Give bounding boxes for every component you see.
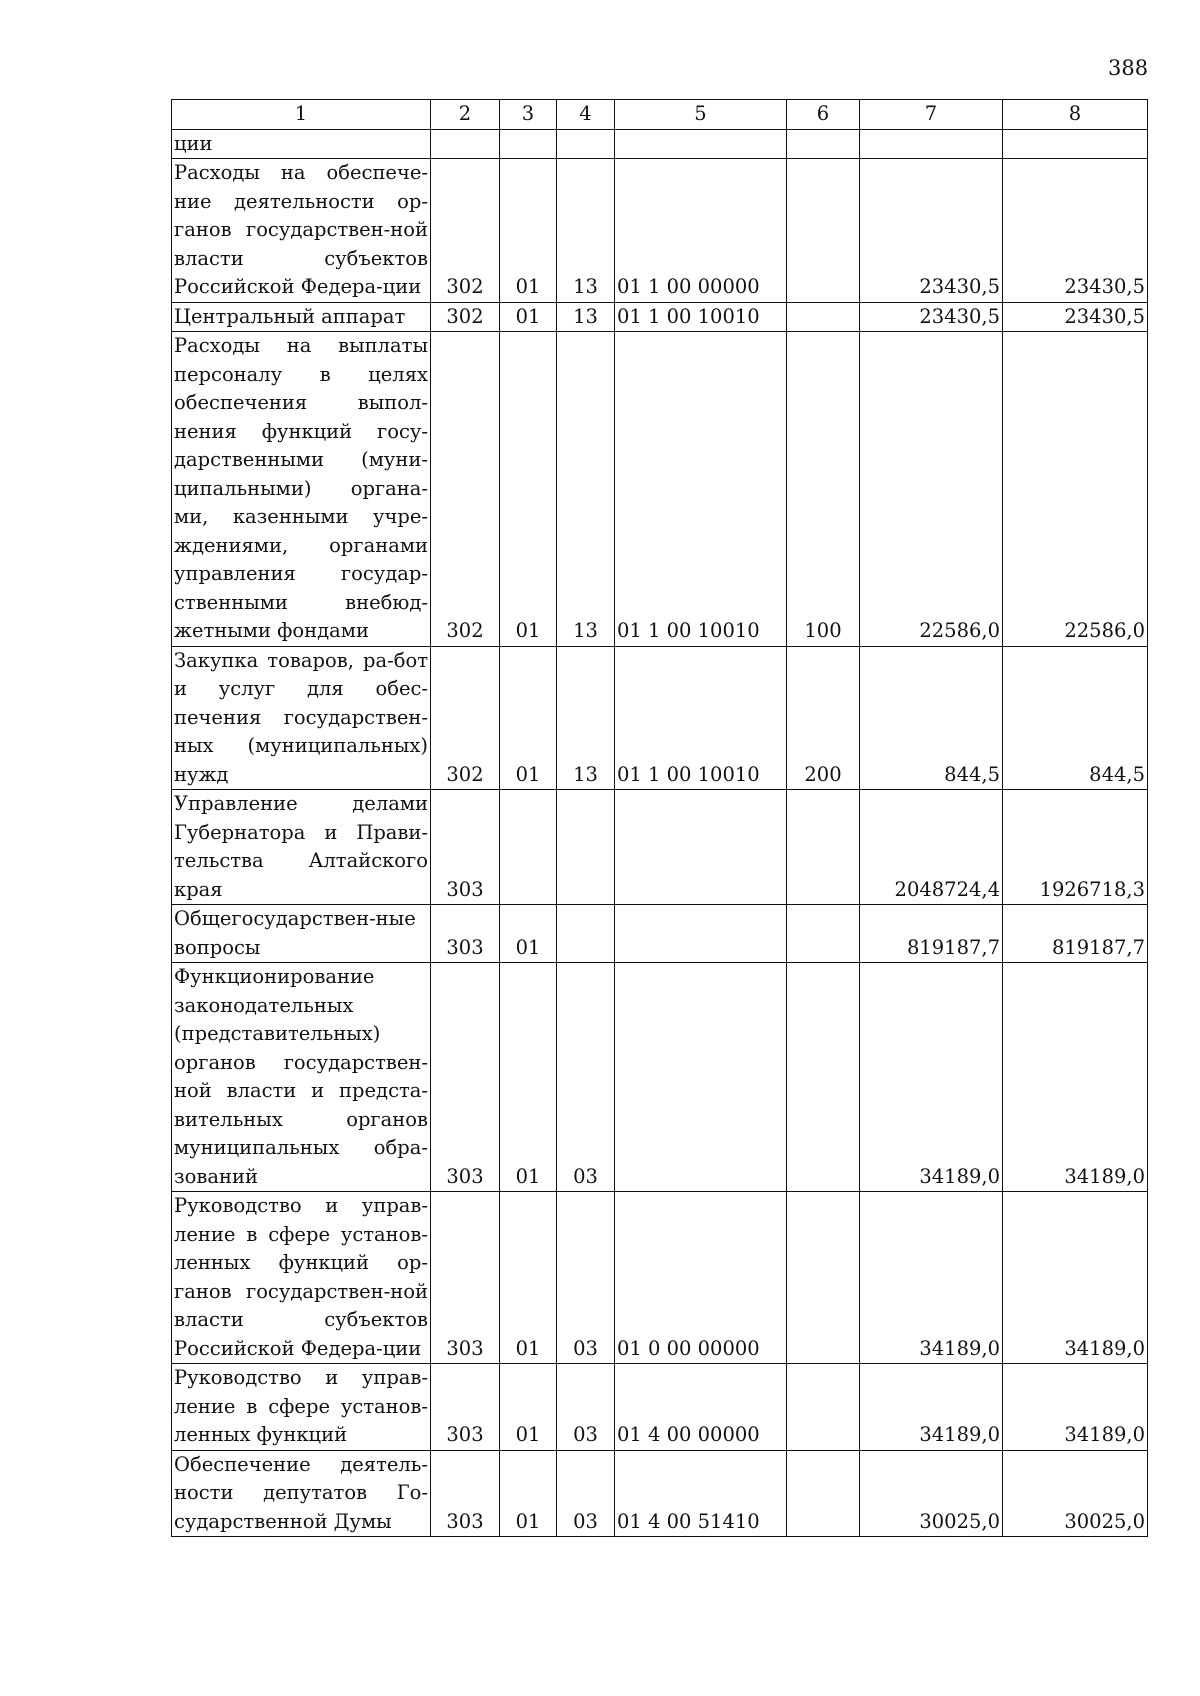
- code-cell-4: [557, 905, 615, 963]
- amount-cell-8: 30025,0: [1003, 1450, 1148, 1537]
- code-cell-6: [787, 302, 860, 332]
- code-cell-3: 01: [500, 963, 557, 1192]
- code-cell-6: [787, 159, 860, 303]
- row-name-cell: Обеспечение деятель-ности депутатов Го-сударственной Думы: [172, 1450, 431, 1537]
- code-cell-6: 200: [787, 646, 860, 790]
- amount-cell-7: 34189,0: [860, 1192, 1003, 1364]
- code-cell-4: 03: [557, 1192, 615, 1364]
- code-cell-2: 303: [431, 1192, 500, 1364]
- code-cell-2: 303: [431, 790, 500, 905]
- table-row: [172, 790, 1148, 905]
- code-cell-3: 01: [500, 1450, 557, 1537]
- code-cell-4: 13: [557, 159, 615, 303]
- row-name-cell: Расходы на обеспече-ние деятельности ор-ганов государствен-ной власти субъектов Российской Федера-ции: [172, 159, 431, 303]
- table-row: [172, 1192, 1148, 1364]
- amount-cell-7: 22586,0: [860, 332, 1003, 647]
- budget-table: [171, 99, 1148, 1537]
- column-header: 5: [615, 100, 787, 130]
- code-cell-5: [615, 129, 787, 159]
- code-cell-2: 303: [431, 963, 500, 1192]
- amount-cell-8: 34189,0: [1003, 1192, 1148, 1364]
- table-row: [172, 646, 1148, 790]
- code-cell-2: 302: [431, 332, 500, 647]
- code-cell-5: [615, 790, 787, 905]
- code-cell-3: 01: [500, 159, 557, 303]
- code-cell-4: 03: [557, 1450, 615, 1537]
- row-name-cell: Руководство и управ-ление в сфере установ-ленных функций ор-ганов государствен-ной власти субъектов Российской Федера-ции: [172, 1192, 431, 1364]
- code-cell-3: 01: [500, 905, 557, 963]
- column-header: 3: [500, 100, 557, 130]
- code-cell-3: 01: [500, 1364, 557, 1451]
- code-cell-2: [431, 129, 500, 159]
- table-row: [172, 1450, 1148, 1537]
- amount-cell-7: 23430,5: [860, 159, 1003, 303]
- amount-cell-8: 34189,0: [1003, 1364, 1148, 1451]
- row-name-cell: Управление делами Губернатора и Прави-тельства Алтайского края: [172, 790, 431, 905]
- code-cell-2: 302: [431, 646, 500, 790]
- amount-cell-7: 819187,7: [860, 905, 1003, 963]
- code-cell-6: [787, 790, 860, 905]
- code-cell-6: [787, 1450, 860, 1537]
- code-cell-5: 01 1 00 10010: [615, 646, 787, 790]
- code-cell-2: 303: [431, 905, 500, 963]
- code-cell-6: [787, 905, 860, 963]
- amount-cell-7: 34189,0: [860, 963, 1003, 1192]
- code-cell-2: 302: [431, 159, 500, 303]
- amount-cell-8: 23430,5: [1003, 159, 1148, 303]
- row-name-cell: Центральный аппарат: [172, 302, 431, 332]
- code-cell-3: [500, 790, 557, 905]
- table-row: [172, 159, 1148, 303]
- amount-cell-8: 34189,0: [1003, 963, 1148, 1192]
- amount-cell-8: 844,5: [1003, 646, 1148, 790]
- code-cell-4: [557, 129, 615, 159]
- amount-cell-7: 2048724,4: [860, 790, 1003, 905]
- code-cell-6: [787, 129, 860, 159]
- code-cell-3: 01: [500, 646, 557, 790]
- table-row: [172, 129, 1148, 159]
- code-cell-5: 01 1 00 00000: [615, 159, 787, 303]
- amount-cell-8: 23430,5: [1003, 302, 1148, 332]
- code-cell-5: 01 1 00 10010: [615, 332, 787, 647]
- amount-cell-7: 34189,0: [860, 1364, 1003, 1451]
- column-header: 1: [172, 100, 431, 130]
- amount-cell-7: [860, 129, 1003, 159]
- column-header: 4: [557, 100, 615, 130]
- row-name-cell: Закупка товаров, ра-бот и услуг для обес-печения государствен-ных (муниципальных) нужд: [172, 646, 431, 790]
- column-header: 8: [1003, 100, 1148, 130]
- code-cell-6: 100: [787, 332, 860, 647]
- amount-cell-8: 22586,0: [1003, 332, 1148, 647]
- table-row: [172, 963, 1148, 1192]
- code-cell-2: 303: [431, 1450, 500, 1537]
- code-cell-2: 302: [431, 302, 500, 332]
- code-cell-4: 13: [557, 332, 615, 647]
- code-cell-5: 01 4 00 51410: [615, 1450, 787, 1537]
- column-header: 6: [787, 100, 860, 130]
- amount-cell-8: 819187,7: [1003, 905, 1148, 963]
- header-row: [172, 100, 1148, 130]
- row-name-cell: Функционирование законодательных (представительных) органов государствен-ной власти и предста-вительных органов муниципальных обра-зований: [172, 963, 431, 1192]
- code-cell-3: 01: [500, 302, 557, 332]
- code-cell-4: 13: [557, 646, 615, 790]
- row-name-cell: Руководство и управ-ление в сфере установ-ленных функций: [172, 1364, 431, 1451]
- code-cell-6: [787, 963, 860, 1192]
- code-cell-6: [787, 1364, 860, 1451]
- amount-cell-8: 1926718,3: [1003, 790, 1148, 905]
- table-row: [172, 332, 1148, 647]
- row-name-cell: Общегосударствен-ные вопросы: [172, 905, 431, 963]
- code-cell-3: 01: [500, 1192, 557, 1364]
- table-row: [172, 905, 1148, 963]
- code-cell-2: 303: [431, 1364, 500, 1451]
- table-row: [172, 1364, 1148, 1451]
- code-cell-3: [500, 129, 557, 159]
- code-cell-5: 01 1 00 10010: [615, 302, 787, 332]
- amount-cell-7: 844,5: [860, 646, 1003, 790]
- column-header: 2: [431, 100, 500, 130]
- code-cell-4: 03: [557, 963, 615, 1192]
- code-cell-4: 03: [557, 1364, 615, 1451]
- code-cell-5: 01 4 00 00000: [615, 1364, 787, 1451]
- code-cell-3: 01: [500, 332, 557, 647]
- code-cell-4: [557, 790, 615, 905]
- row-name-cell: Расходы на выплаты персоналу в целях обеспечения выпол-нения функций госу-дарственными (муни-ципальными) органа-ми, казенными учре-ждениями, органами управления государ-ственными внебюд-жетными фондами: [172, 332, 431, 647]
- page-number: 388: [1108, 56, 1149, 80]
- amount-cell-7: 30025,0: [860, 1450, 1003, 1537]
- table-body: [172, 129, 1148, 1537]
- code-cell-6: [787, 1192, 860, 1364]
- amount-cell-7: 23430,5: [860, 302, 1003, 332]
- code-cell-5: 01 0 00 00000: [615, 1192, 787, 1364]
- code-cell-4: 13: [557, 302, 615, 332]
- row-name-cell: ции: [172, 129, 431, 159]
- code-cell-5: [615, 905, 787, 963]
- code-cell-5: [615, 963, 787, 1192]
- amount-cell-8: [1003, 129, 1148, 159]
- column-header: 7: [860, 100, 1003, 130]
- table-row: [172, 302, 1148, 332]
